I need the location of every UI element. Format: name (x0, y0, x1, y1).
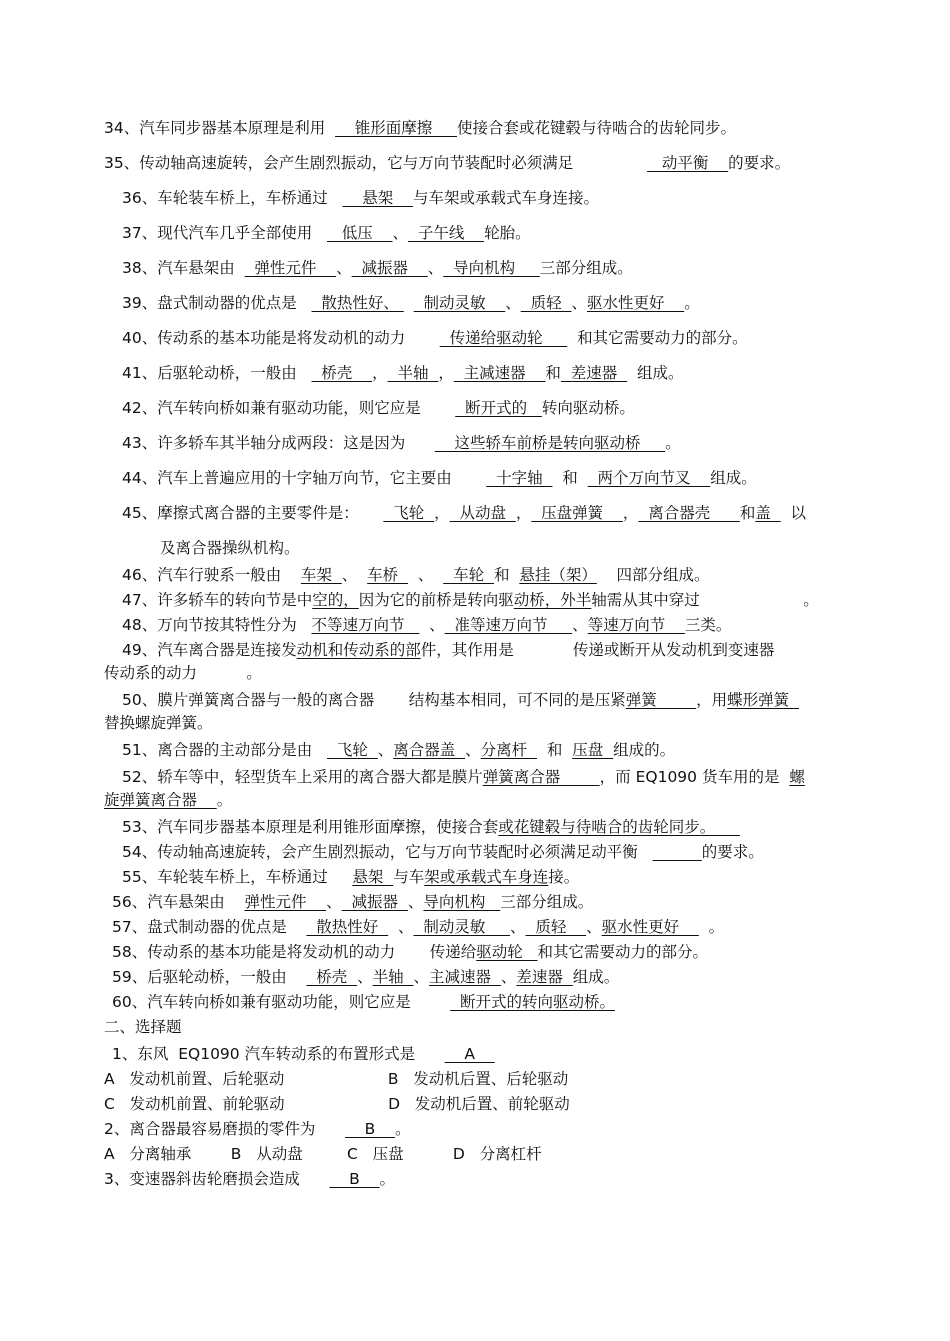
text-segment: 53、汽车同步器基本原理是利用锥形面摩擦，使接合套 (122, 818, 499, 836)
text-segment: ，而 EQ1090 货车用的是 (599, 768, 790, 786)
text-segment: 。 (665, 434, 681, 452)
text-segment: 。 (684, 294, 700, 312)
answer-blank: 散热性好、 (311, 294, 404, 312)
text-line (104, 790, 232, 810)
text-segment: 、 (408, 566, 444, 584)
text-segment: 36、车轮装车桥上，车桥通过 (122, 189, 343, 207)
text-segment: 、 (357, 968, 373, 986)
text-segment: 54、传动轴高速旋转，会产生剧烈振动，它与万向节装配时必须满足动平衡 (122, 843, 653, 861)
answer-blank: 十字轴 (486, 469, 553, 487)
text-segment: 1、东风 EQ1090 汽车转动系的布置形式是 (112, 1045, 445, 1063)
answer-blank: B (329, 1170, 380, 1188)
answer-blank: 差速器 (516, 968, 573, 986)
text-line (104, 1119, 411, 1139)
text-segment: 。 (395, 1120, 411, 1138)
text-line (112, 967, 619, 987)
answer-blank: 低压 (327, 224, 393, 242)
text-segment: 二、选择题 (104, 1018, 182, 1036)
answer-blank: 准等速万向节 (444, 616, 573, 634)
answer-blank: 半轴 (372, 968, 414, 986)
answer-blank: 不等速万向节 (311, 616, 420, 634)
answer-blank: 驱水性更好 (601, 918, 699, 936)
text-line (122, 867, 579, 887)
answer-blank: 架或承载式车身连 (424, 868, 549, 886)
text-segment: 、 (572, 616, 588, 634)
text-segment: 传动系的动力 。 (104, 664, 262, 682)
text-segment: 及离合器操纵机构。 (160, 539, 300, 557)
answer-blank: 飞轮 (327, 741, 378, 759)
text-segment: ， (438, 364, 454, 382)
text-segment: 替换螺旋弹簧。 (104, 714, 213, 732)
text-segment: 35、传动轴高速旋转，会产生剧烈振动，它与万向节装配时必须满足 (104, 154, 648, 172)
text-segment: ， (372, 364, 388, 382)
answer-blank: 这些轿车前桥是转向驱动桥 (434, 434, 666, 452)
answer-blank: 驱水性更好 (586, 294, 685, 312)
text-segment: 、 (392, 224, 409, 242)
text-segment: 、 (427, 259, 444, 277)
text-segment: 2、离合器最容易磨损的零件为 (104, 1120, 345, 1138)
text-segment: 接。 (548, 868, 580, 886)
text-segment: 、 (377, 741, 394, 759)
text-line (122, 565, 710, 585)
answer-blank: 减振器 (341, 893, 408, 911)
text-line (122, 615, 731, 635)
answer-blank: 质轻 (520, 294, 572, 312)
text-segment: ， (434, 504, 450, 522)
text-segment: 49、汽车离合器是连接发 (122, 641, 297, 659)
text-segment: 因为它的前桥是转向驱 (358, 591, 514, 609)
text-segment: 47、许多轿车的转向节是中 (122, 591, 313, 609)
answer-blank: B (344, 1120, 395, 1138)
text-segment: 51、离合器的主动部分是由 (122, 741, 328, 759)
answer-blank: 离合器壳 (638, 504, 740, 522)
text-line (104, 1144, 542, 1164)
answer-blank: A (444, 1045, 495, 1063)
text-segment: 、 (465, 741, 481, 759)
text-segment: 56、汽车悬架由 (112, 893, 245, 911)
text-line (104, 153, 790, 173)
text-line (122, 842, 764, 862)
answer-blank: 断开式的转向驱动桥。 (450, 993, 615, 1011)
answer-blank: 导向机构 (443, 259, 540, 277)
text-segment: 与车架或承载式车身连接。 (412, 189, 599, 207)
text-line (122, 590, 819, 610)
text-segment: 的要求。 (701, 843, 764, 861)
text-line (122, 468, 757, 488)
text-line (122, 223, 531, 243)
answer-blank: 螺 (789, 768, 805, 786)
text-segment: 以 (780, 504, 807, 522)
text-line (112, 917, 724, 937)
answer-blank: 压盘弹簧 (531, 504, 623, 522)
text-segment: 、 (505, 294, 521, 312)
text-segment: 和其它需要动力的部分。 (567, 329, 748, 347)
answer-blank: 主减速器 (429, 968, 501, 986)
text-segment: 、 (571, 294, 587, 312)
text-segment: ， (515, 504, 532, 522)
text-line (104, 713, 213, 733)
text-line (122, 817, 740, 837)
text-segment: 57、盘式制动器的优点是 (112, 918, 307, 936)
text-segment: 和 (545, 364, 561, 382)
answer-blank: 制动灵敏 (413, 294, 506, 312)
text-segment: 、 (510, 918, 526, 936)
answer-blank: 悬架 (342, 189, 413, 207)
answer-blank: 散热性好 (306, 918, 389, 936)
answer-blank: 等速万向节 (587, 616, 685, 634)
answer-blank: 断开式的 (455, 399, 542, 417)
answer-blank: 或花键毂与待啮合的齿轮同步。 (498, 818, 740, 836)
text-segment: 、 (419, 616, 445, 634)
text-segment: 45、摩擦式离合器的主要零件是： (122, 504, 384, 522)
answer-blank: 主减速器 (453, 364, 546, 382)
text-segment: ，用 (696, 691, 728, 709)
text-segment: 组成的。 (613, 741, 676, 759)
answer-blank: 盖 (755, 504, 781, 522)
answer-blank: 半轴 (387, 364, 439, 382)
text-segment: 轮胎。 (484, 224, 531, 242)
text-segment: 。 (698, 918, 725, 936)
text-segment: 52、轿车等中，轻型货车上采用的离合器大都是膜片 (122, 768, 483, 786)
text-line (104, 1069, 568, 1089)
text-segment: 、 (336, 259, 352, 277)
text-segment: 四部分组成。 (596, 566, 710, 584)
text-line (122, 258, 633, 278)
text-segment: 和 (552, 469, 588, 487)
answer-blank: 飞轮 (383, 504, 435, 522)
text-segment: 组成。 (572, 968, 620, 986)
answer-blank: 车桥 (367, 566, 409, 584)
text-segment: 、 (388, 918, 414, 936)
text-segment: 42、汽车转向桥如兼有驱动功能，则它应是 (122, 399, 456, 417)
text-line (112, 1044, 495, 1064)
text-segment: 、 (407, 893, 424, 911)
answer-blank: 导向机构 (423, 893, 501, 911)
text-line (122, 398, 635, 418)
text-line (122, 363, 683, 383)
text-line (122, 293, 700, 313)
text-segment: 34、汽车同步器基本原理是利用 (104, 119, 336, 137)
answer-blank: 动桥，外半 (513, 591, 592, 609)
text-line (104, 118, 736, 138)
text-line (112, 992, 615, 1012)
text-line (160, 538, 300, 558)
answer-blank: 车架 (300, 566, 342, 584)
text-line (122, 640, 774, 660)
text-segment: 三部分组成。 (500, 893, 594, 911)
answer-blank: 驱动轮 (476, 943, 538, 961)
text-segment: 48、万向节按其特性分为 (122, 616, 312, 634)
text-line (104, 1017, 182, 1037)
text-segment: 。 (379, 1170, 396, 1188)
text-segment (404, 294, 414, 312)
text-segment: 、 (586, 918, 602, 936)
answer-blank: 动机和传动系的部 (296, 641, 421, 659)
text-segment: 件，其作用是 传递或断开从发动机到变速器 (420, 641, 775, 659)
answer-blank: 悬挂（架） (519, 566, 597, 584)
answer-blank: 旋弹簧离合器 (104, 791, 217, 809)
text-segment: 和 (536, 741, 573, 759)
text-segment: 3、变速器斜齿轮磨损会造成 (104, 1170, 330, 1188)
text-line (104, 1094, 570, 1114)
answer-blank: 减振器 (351, 259, 428, 277)
answer-blank: 子午线 (408, 224, 485, 242)
text-segment: 轴需从其中穿过 。 (591, 591, 819, 609)
text-line (104, 1169, 395, 1189)
answer-blank: 制动灵敏 (413, 918, 511, 936)
text-segment: ， (622, 504, 639, 522)
answer-blank: 弹性元件 (244, 259, 337, 277)
text-line (122, 690, 799, 710)
text-segment: C 发动机前置、前轮驱动 D 发动机后置、前轮驱动 (104, 1095, 570, 1113)
answer-blank: 蝶形弹簧 (727, 691, 800, 709)
text-segment: 58、传动系的基本功能是将发动机的动力 传递给 (112, 943, 477, 961)
answer-blank: 质轻 (525, 918, 587, 936)
text-line (122, 433, 681, 453)
text-segment: 、 (500, 968, 517, 986)
text-segment: 38、汽车悬架由 (122, 259, 245, 277)
text-segment: 三部分组成。 (539, 259, 633, 277)
answer-blank: 弹簧离合器 (482, 768, 600, 786)
answer-blank: 桥壳 (306, 968, 358, 986)
answer-blank: 锥形面摩擦 (335, 119, 457, 137)
text-line (112, 892, 593, 912)
answer-blank: 分离杆 (480, 741, 537, 759)
text-segment: 组成。 (627, 364, 684, 382)
text-segment: 组成。 (710, 469, 757, 487)
text-segment: 与车 (393, 868, 425, 886)
answer-blank: 悬架 (352, 868, 394, 886)
text-segment: 和 (739, 504, 756, 522)
answer-blank: 桥壳 (311, 364, 373, 382)
text-line (104, 663, 262, 683)
text-segment: 、 (326, 893, 342, 911)
text-line (122, 503, 806, 523)
answer-blank: 两个万向节叉 (587, 469, 711, 487)
text-segment: 转向驱动桥。 (541, 399, 635, 417)
text-segment: 41、后驱轮动桥，一般由 (122, 364, 312, 382)
answer-blank: 车轮 (443, 566, 494, 584)
text-segment: 和其它需要动力的部分。 (537, 943, 709, 961)
text-segment: 、 (341, 566, 368, 584)
text-segment: A 分离轴承 B 从动盘 C 压盘 D 分离杠杆 (104, 1145, 542, 1163)
text-segment: 44、汽车上普遍应用的十字轴万向节，它主要由 (122, 469, 487, 487)
text-segment: 40、传动系的基本功能是将发动机的动力 (122, 329, 440, 347)
text-line (122, 740, 675, 760)
text-segment: 37、现代汽车几乎全部使用 (122, 224, 328, 242)
text-segment: 和 (493, 566, 520, 584)
answer-blank: 压盘 (572, 741, 614, 759)
text-segment: 使接合套或花键毂与待啮合的齿轮同步。 (456, 119, 736, 137)
text-segment: 的要求。 (728, 154, 791, 172)
answer-blank: 动平衡 (647, 154, 729, 172)
text-segment: 39、盘式制动器的优点是 (122, 294, 312, 312)
answer-blank: 弹性元件 (244, 893, 327, 911)
text-segment: 59、后驱轮动桥，一般由 (112, 968, 307, 986)
answer-blank: 差速器 (560, 364, 628, 382)
text-line (122, 188, 599, 208)
answer-blank: 离合器盖 (393, 741, 466, 759)
text-segment: 50、膜片弹簧离合器与一般的离合器 结构基本相同，可不同的是压紧 (122, 691, 626, 709)
answer-blank: 空的， (312, 591, 359, 609)
answer-blank: 弹簧 (625, 691, 697, 709)
answer-blank: 从动盘 (449, 504, 516, 522)
text-line (122, 328, 748, 348)
text-segment: 60、汽车转向桥如兼有驱动功能，则它应是 (112, 993, 451, 1011)
text-line (112, 942, 708, 962)
text-segment: 43、许多轿车其半轴分成两段：这是因为 (122, 434, 435, 452)
text-segment: 。 (216, 791, 233, 809)
text-segment: 、 (413, 968, 430, 986)
text-segment: 55、车轮装车桥上，车桥通过 (122, 868, 353, 886)
answer-blank: 传递给驱动轮 (439, 329, 568, 347)
text-segment: 三类。 (684, 616, 732, 634)
answer-blank (653, 843, 702, 861)
text-segment: 46、汽车行驶系一般由 (122, 566, 301, 584)
text-segment: A 发动机前置、后轮驱动 B 发动机后置、后轮驱动 (104, 1070, 569, 1088)
text-line (122, 767, 805, 787)
